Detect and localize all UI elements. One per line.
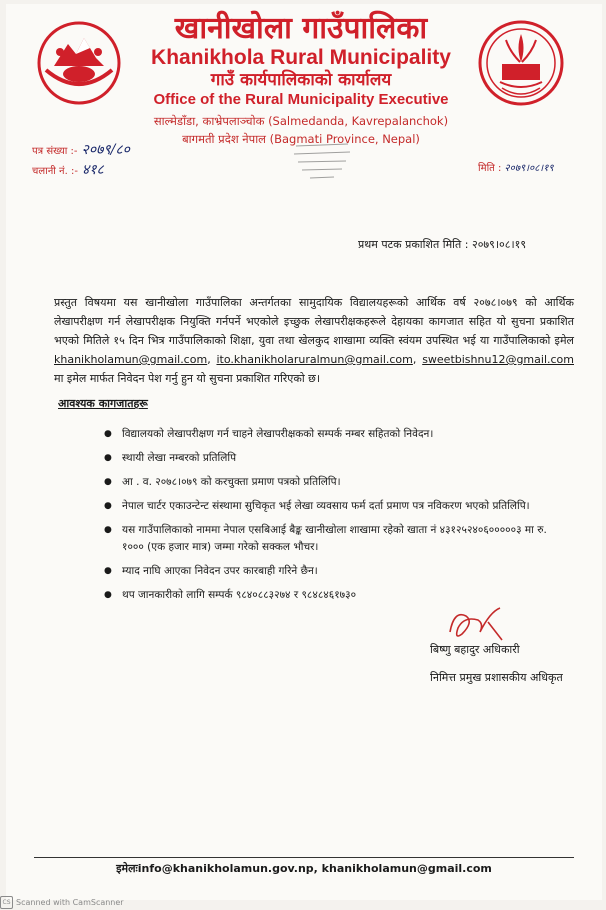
signatory-name: बिष्णु बहादुर अधिकारी (430, 643, 520, 656)
date-row (478, 160, 554, 174)
document-page (6, 4, 602, 900)
notice-body-closing: मा इमेल मार्फत निवेदन पेश गर्नु हुन यो सुचना प्रकाशित गरिएको छ। (54, 372, 321, 385)
letter-number-value: २०७९/८० (81, 142, 130, 158)
municipality-name-english: Khanikhola Rural Municipality (151, 46, 451, 69)
address-line-1: साल्मेडाँडा, काभ्रेपलाञ्चोक (Salmedanda, Kavrepalanchok) (153, 114, 449, 128)
dispatch-number-value: ४१८ (81, 162, 104, 178)
footer-contact: इमेलःinfo@khanikholamun.gov.np, khanikholamun@gmail.com (116, 862, 492, 875)
date-label: मिति : (478, 163, 502, 174)
email-link-3[interactable]: sweetbishnu12@gmail.com (422, 353, 574, 366)
notice-body (54, 293, 574, 388)
list-item: ● म्याद नाघि आएका निवेदन उपर कारबाही गरिने छैन। (110, 563, 570, 580)
email-separator-2: , (412, 353, 417, 366)
office-stamp-icon (288, 136, 358, 186)
signatory-title: निमित्त प्रमुख प्रशासकीय अधिकृत (430, 671, 563, 684)
signature-icon (444, 602, 508, 646)
address-line-2: बागमती प्रदेश नेपाल (Bagmati Province, Nepal) (182, 132, 420, 146)
email-link-2[interactable]: ito.khanikholaruralmun@gmail.com (216, 353, 413, 366)
letter-number-row (32, 140, 130, 159)
list-item: ● विद्यालयको लेखापरीक्षण गर्न चाहने लेखापरीक्षकको सम्पर्क नम्बर सहितको निवेदन। (110, 426, 570, 443)
published-date: प्रथम पटक प्रकाशित मिति : २०७९।०८।१९ (358, 238, 527, 251)
notice-body-text: प्रस्तुत विषयमा यस खानीखोला गाउँपालिका अन्तर्गतका सामुदायिक विद्यालयहरूको आर्थिक वर्ष २०७८।०७९ को आर्थिक लेखापरीक्षण गर्न लेखापरीक्षक नियुक्ति गर्नपर्ने भएकोले इच्छुक लेखापरीक्षकहरूले देहायका कागजात सहित यो सुचना प्रकाशित भएको मितिले १५ दिन भित्र गाउँपालिकाको शिक्षा, युवा तथा खेलकुद शाखामा व्यक्ति स्वंयम उपस्थित भई या गाउँपालिकाको इमेल (54, 296, 574, 347)
dispatch-number-row (32, 160, 104, 179)
letter-number-label: पत्र संख्या :- (32, 146, 78, 157)
office-name-english: Office of the Rural Municipality Executive (153, 91, 449, 108)
list-item: ● स्थायी लेखा नम्बरको प्रतिलिपि (110, 450, 570, 467)
dispatch-number-label: चलानी नं. :- (32, 166, 78, 177)
camscanner-logo-icon: CS (0, 896, 13, 909)
email-link-1[interactable]: khanikholamun@gmail.com (54, 353, 208, 366)
email-separator-1: , (207, 353, 211, 366)
footer-divider (34, 857, 574, 858)
office-name-nepali: गाउँ कार्यपालिकाको कार्यालय (210, 70, 392, 90)
camscanner-watermark (0, 896, 124, 909)
list-item: ● यस गाउँपालिकाको नाममा नेपाल एसबिआई बैङ्क खानीखोला शाखामा रहेको खाता नं ४३१२५२४०६०००००३ मा रु. १००० (एक हजार मात्र) जम्मा गरेको सक्कल भौचर। (110, 522, 570, 556)
list-item: ● नेपाल चार्टर एकाउन्टेन्ट संस्थामा सुचिकृत भई लेखा व्यवसाय फर्म दर्ता प्रमाण पत्र नविकरण भएको प्रतिलिपि। (110, 498, 570, 515)
required-documents-list (110, 426, 570, 611)
date-value: २०७९।०८।१९ (504, 163, 554, 174)
camscanner-label: Scanned with CamScanner (16, 898, 124, 907)
municipality-name-nepali: खानीखोला गाउँपालिका (174, 11, 428, 46)
list-item: ● थप जानकारीको लागि सम्पर्क ९८४०८८३२७४ र ९८४८४६१७३० (110, 587, 570, 604)
list-item: ● आ . व. २०७८।०७९ को करचुक्ता प्रमाण पत्रको प्रतिलिपि। (110, 474, 570, 491)
required-documents-heading: आवश्यक कागजातहरू (58, 397, 148, 410)
